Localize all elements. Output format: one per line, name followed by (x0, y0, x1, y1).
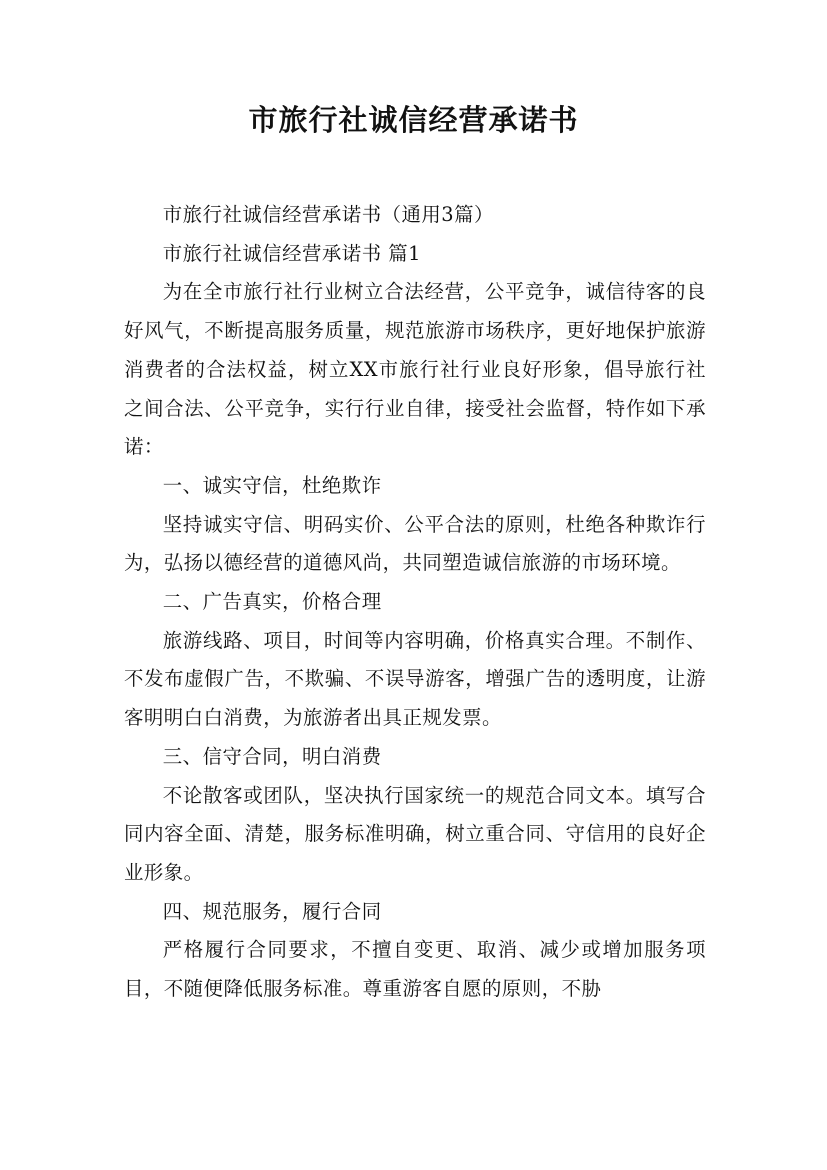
item-paragraph-1: 坚持诚实守信、明码实价、公平合法的原则，杜绝各种欺诈行为，弘扬以德经营的道德风尚，共同塑造诚信旅游的市场环境。 (124, 512, 706, 575)
intro-paragraph: 为在全市旅行社行业树立合法经营，公平竞争，诚信待客的良好风气，不断提高服务质量，规范旅游市场秩序，更好地保护旅游消费者的合法权益，树立XX市旅行社行业良好形象，倡导旅行社之间合法、公平竞争，实行行业自律，接受社会监督，特作如下承诺： (124, 280, 706, 459)
item-paragraph-3: 不论散客或团队，坚决执行国家统一的规范合同文本。填写合同内容全面、清楚，服务标准明确，树立重合同、守信用的良好企业形象。 (124, 783, 706, 884)
item-paragraph-4: 严格履行合同要求，不擅自变更、取消、减少或增加服务项目，不随便降低服务标准。尊重游客自愿的原则，不胁 (124, 938, 706, 1001)
section-label: 市旅行社诚信经营承诺书 篇1 (162, 241, 421, 265)
item-heading-4: 四、规范服务，履行合同 (162, 899, 382, 923)
item-heading-2: 二、广告真实，价格合理 (162, 590, 382, 614)
document-subtitle: 市旅行社诚信经营承诺书（通用3篇） (162, 203, 494, 226)
document-title: 市旅行社诚信经营承诺书 (248, 103, 579, 137)
item-heading-3: 三、信守合同，明白消费 (162, 744, 382, 768)
document-body (124, 196, 706, 1009)
item-heading-1: 一、诚实守信，杜绝欺诈 (162, 473, 382, 497)
item-paragraph-2: 旅游线路、项目，时间等内容明确，价格真实合理。不制作、不发布虚假广告，不欺骗、不误导游客，增强广告的透明度，让游客明明白白消费，为旅游者出具正规发票。 (124, 628, 706, 730)
